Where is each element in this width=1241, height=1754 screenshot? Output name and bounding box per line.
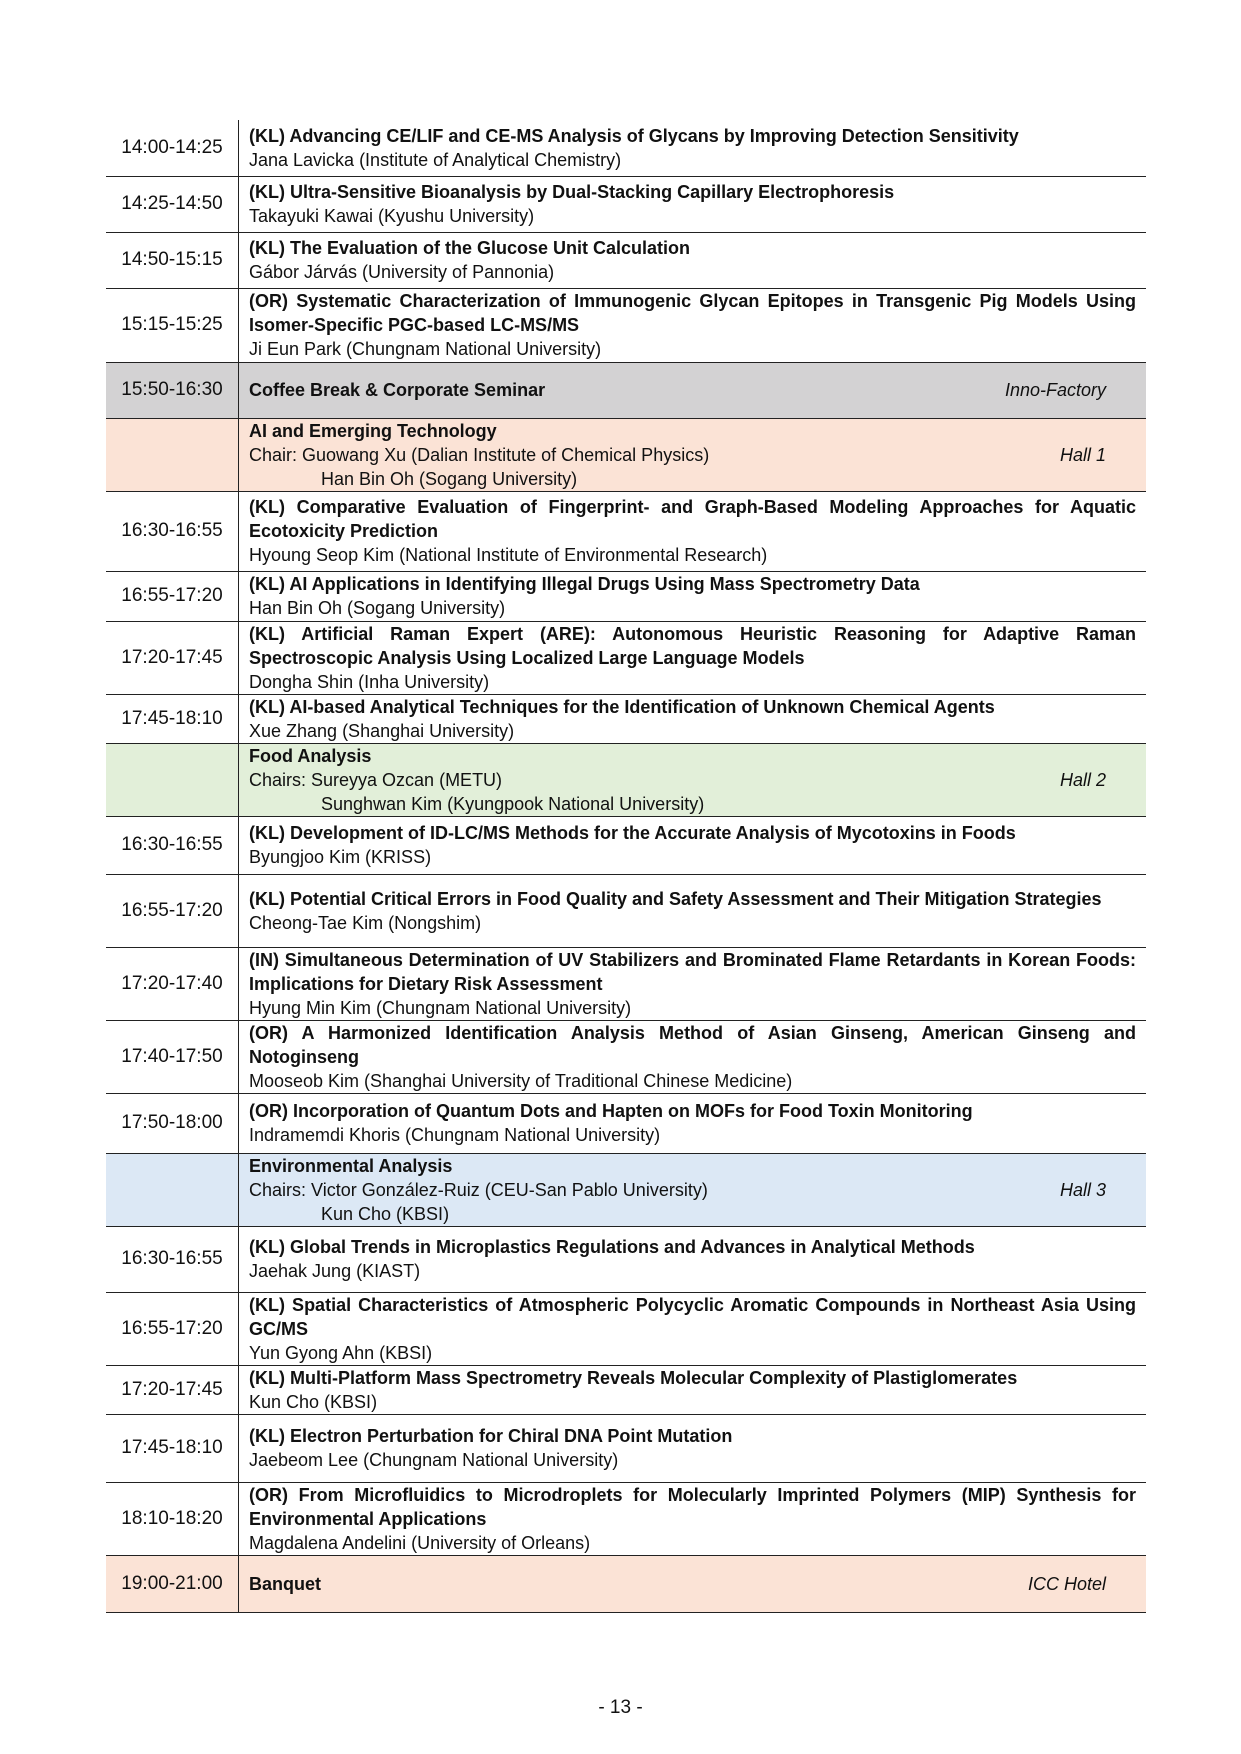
- talk-row: [106, 947, 1146, 1020]
- talk-content: [239, 1226, 1147, 1292]
- schedule-table: [106, 120, 1146, 1613]
- talk-title: (KL) Artificial Raman Expert (ARE): Autonomous Heuristic Reasoning for Adaptive Raman Spectroscopic Analysis Using Localized Large Language Models: [249, 623, 1136, 668]
- session-chair: Chair: Guowang Xu (Dalian Institute of Chemical Physics): [249, 444, 710, 465]
- talk-speaker: Mooseob Kim (Shanghai University of Traditional Chinese Medicine): [249, 1070, 793, 1091]
- session-co-chair: Sunghwan Kim (Kyungpook National University): [321, 793, 705, 814]
- talk-speaker: Byungjoo Kim (KRISS): [249, 847, 432, 867]
- time-cell: 17:20-17:40: [106, 947, 239, 1020]
- talk-speaker: Cheong-Tae Kim (Nongshim): [249, 912, 482, 933]
- session-title: Environmental Analysis: [249, 1155, 453, 1176]
- talk-speaker: Magdalena Andelini (University of Orleans): [249, 1532, 591, 1553]
- talk-title: (KL) Spatial Characteristics of Atmospheric Polycyclic Aromatic Compounds in Northeast Asia Using GC/MS: [249, 1294, 1136, 1339]
- schedule-body: [106, 120, 1146, 1612]
- talk-speaker: Kun Cho (KBSI): [249, 1391, 378, 1412]
- talk-content: [239, 947, 1147, 1020]
- talk-content: [239, 621, 1147, 694]
- talk-content: [239, 1292, 1147, 1365]
- break-content: [239, 362, 1147, 418]
- time-cell: 16:55-17:20: [106, 571, 239, 621]
- talk-title: (KL) Global Trends in Microplastics Regulations and Advances in Analytical Methods: [249, 1237, 975, 1257]
- talk-content: [239, 816, 1147, 874]
- talk-content: [239, 1365, 1147, 1414]
- time-cell: 16:55-17:20: [106, 1292, 239, 1365]
- talk-speaker: Xue Zhang (Shanghai University): [249, 720, 515, 741]
- talk-title: (KL) Advancing CE/LIF and CE-MS Analysis of Glycans by Improving Detection Sensitivity: [249, 125, 1019, 146]
- talk-row: [106, 816, 1146, 874]
- talk-title: (KL) Development of ID-LC/MS Methods for the Accurate Analysis of Mycotoxins in Foods: [249, 823, 1016, 843]
- talk-speaker: Takayuki Kawai (Kyushu University): [249, 206, 535, 226]
- talk-content: [239, 1093, 1147, 1153]
- time-cell: 16:30-16:55: [106, 816, 239, 874]
- talk-row: [106, 621, 1146, 694]
- talk-row: [106, 1482, 1146, 1555]
- session-chair: Chairs: Victor González-Ruiz (CEU-San Pablo University): [249, 1179, 708, 1200]
- talk-title: (IN) Simultaneous Determination of UV Stabilizers and Brominated Flame Retardants in Korean Foods: Implications for Dietary Risk Assessment: [249, 949, 1136, 994]
- time-cell: 18:10-18:20: [106, 1482, 239, 1555]
- venue-label: ICC Hotel: [1027, 1573, 1106, 1594]
- talk-title: (OR) A Harmonized Identification Analysis Method of Asian Ginseng, American Ginseng and Notoginseng: [249, 1022, 1136, 1067]
- session-co-chair: Kun Cho (KBSI): [321, 1203, 450, 1224]
- page-number: - 13 -: [598, 1697, 643, 1718]
- venue-label: Hall 3: [1059, 1179, 1106, 1200]
- talk-row: [106, 694, 1146, 743]
- talk-title: (KL) Comparative Evaluation of Fingerprint- and Graph-Based Modeling Approaches for Aquatic Ecotoxicity Prediction: [249, 497, 1136, 541]
- talk-content: [239, 694, 1147, 743]
- talk-title: (KL) AI-based Analytical Techniques for the Identification of Unknown Chemical Agents: [249, 696, 995, 717]
- break-content: [239, 1555, 1147, 1612]
- talk-speaker: Ji Eun Park (Chungnam National University): [249, 339, 602, 359]
- talk-row: [106, 176, 1146, 232]
- time-cell: [106, 1153, 239, 1226]
- talk-content: [239, 571, 1147, 621]
- talk-speaker: Gábor Járvás (University of Pannonia): [249, 262, 555, 282]
- talk-title: (OR) Incorporation of Quantum Dots and Hapten on MOFs for Food Toxin Monitoring: [249, 1101, 973, 1121]
- talk-title: (KL) Multi-Platform Mass Spectrometry Reveals Molecular Complexity of Plastiglomerates: [249, 1367, 1018, 1388]
- time-cell: 16:30-16:55: [106, 1226, 239, 1292]
- talk-speaker: Jana Lavicka (Institute of Analytical Chemistry): [249, 149, 622, 170]
- talk-content: [239, 176, 1147, 232]
- talk-speaker: Indramemdi Khoris (Chungnam National University): [249, 1125, 661, 1145]
- session-header-row: [106, 418, 1146, 491]
- venue-label: Hall 1: [1059, 444, 1106, 465]
- talk-content: [239, 491, 1147, 571]
- time-cell: 14:25-14:50: [106, 176, 239, 232]
- break-row: [106, 1555, 1146, 1612]
- talk-row: [106, 232, 1146, 288]
- time-cell: 14:00-14:25: [106, 120, 239, 176]
- talk-row: [106, 491, 1146, 571]
- session-header-row: [106, 1153, 1146, 1226]
- talk-content: [239, 1020, 1147, 1093]
- session-title: Food Analysis: [249, 745, 372, 766]
- talk-speaker: Jaehak Jung (KIAST): [249, 1261, 421, 1281]
- time-cell: [106, 743, 239, 816]
- talk-content: [239, 1414, 1147, 1482]
- talk-speaker: Han Bin Oh (Sogang University): [249, 598, 506, 618]
- talk-speaker: Yun Gyong Ahn (KBSI): [249, 1342, 433, 1363]
- time-cell: 14:50-15:15: [106, 232, 239, 288]
- talk-content: [239, 874, 1147, 947]
- session-header-row: [106, 743, 1146, 816]
- talk-row: [106, 1093, 1146, 1153]
- time-cell: 19:00-21:00: [106, 1555, 239, 1612]
- talk-content: [239, 1482, 1147, 1555]
- talk-row: [106, 1414, 1146, 1482]
- talk-title: (KL) Electron Perturbation for Chiral DNA Point Mutation: [249, 1426, 733, 1446]
- talk-title: (KL) Ultra-Sensitive Bioanalysis by Dual-Stacking Capillary Electrophoresis: [249, 182, 895, 202]
- talk-title: (KL) Potential Critical Errors in Food Quality and Safety Assessment and Their Mitigation Strategies: [249, 888, 1102, 909]
- talk-row: [106, 120, 1146, 176]
- time-cell: 17:20-17:45: [106, 1365, 239, 1414]
- time-cell: 17:50-18:00: [106, 1093, 239, 1153]
- talk-title: (KL) AI Applications in Identifying Illegal Drugs Using Mass Spectrometry Data: [249, 574, 920, 594]
- session-content: [239, 1153, 1147, 1226]
- talk-title: (OR) Systematic Characterization of Immunogenic Glycan Epitopes in Transgenic Pig Models Using Isomer-Specific PGC-based LC-MS/MS: [249, 291, 1136, 335]
- session-co-chair: Han Bin Oh (Sogang University): [321, 468, 578, 489]
- time-cell: [106, 418, 239, 491]
- time-cell: 17:40-17:50: [106, 1020, 239, 1093]
- session-content: [239, 418, 1147, 491]
- talk-row: [106, 1020, 1146, 1093]
- session-title: AI and Emerging Technology: [249, 420, 497, 441]
- time-cell: 15:15-15:25: [106, 288, 239, 362]
- time-cell: 17:45-18:10: [106, 1414, 239, 1482]
- time-cell: 17:45-18:10: [106, 694, 239, 743]
- talk-content: [239, 288, 1147, 362]
- talk-row: [106, 1226, 1146, 1292]
- talk-speaker: Jaebeom Lee (Chungnam National University): [249, 1450, 619, 1470]
- session-chair: Chairs: Sureyya Ozcan (METU): [249, 769, 503, 790]
- talk-row: [106, 874, 1146, 947]
- talk-row: [106, 1292, 1146, 1365]
- talk-speaker: Hyoung Seop Kim (National Institute of Environmental Research): [249, 545, 768, 565]
- session-content: [239, 743, 1147, 816]
- talk-content: [239, 232, 1147, 288]
- talk-row: [106, 571, 1146, 621]
- time-cell: 15:50-16:30: [106, 362, 239, 418]
- talk-row: [106, 1365, 1146, 1414]
- break-title: Coffee Break & Corporate Seminar: [249, 380, 546, 400]
- break-row: [106, 362, 1146, 418]
- venue-label: Hall 2: [1059, 769, 1106, 790]
- talk-title: (OR) From Microfluidics to Microdroplets for Molecularly Imprinted Polymers (MIP) Synthesis for Environmental Applications: [249, 1484, 1136, 1529]
- talk-content: [239, 120, 1147, 176]
- talk-speaker: Hyung Min Kim (Chungnam National University): [249, 997, 632, 1018]
- break-title: Banquet: [249, 1573, 321, 1594]
- time-cell: 16:55-17:20: [106, 874, 239, 947]
- time-cell: 16:30-16:55: [106, 491, 239, 571]
- talk-title: (KL) The Evaluation of the Glucose Unit Calculation: [249, 238, 691, 258]
- talk-row: [106, 288, 1146, 362]
- talk-speaker: Dongha Shin (Inha University): [249, 671, 490, 692]
- time-cell: 17:20-17:45: [106, 621, 239, 694]
- venue-label: Inno-Factory: [1004, 380, 1106, 400]
